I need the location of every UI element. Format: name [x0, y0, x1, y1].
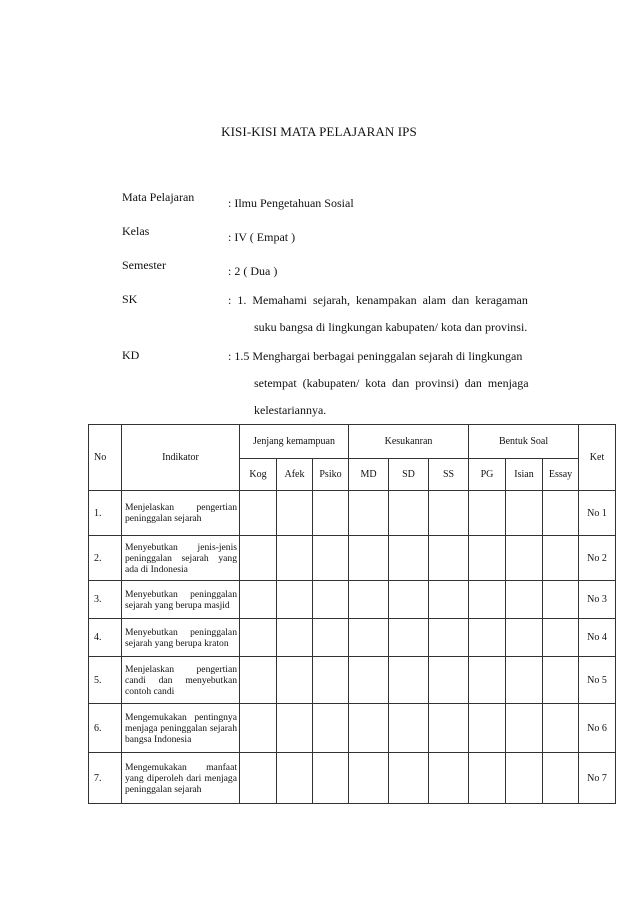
empty-cell [506, 619, 543, 657]
empty-cell [506, 536, 543, 581]
table-row [89, 704, 616, 753]
kisi-kisi-table [88, 424, 616, 804]
empty-cell [277, 753, 313, 804]
check-mark [240, 536, 277, 581]
info-label: Semester [122, 258, 166, 272]
check-mark [240, 753, 277, 804]
header-kesukanran: Kesukanran [349, 425, 469, 459]
empty-cell [313, 581, 349, 619]
header-sd: SD [389, 459, 429, 491]
empty-cell [429, 657, 469, 704]
empty-cell [469, 491, 506, 536]
header-pg: PG [469, 459, 506, 491]
empty-cell [349, 753, 389, 804]
table-row [89, 657, 616, 704]
empty-cell [389, 536, 429, 581]
row-number: 7. [89, 753, 122, 804]
row-indikator: Menyebutkan jenis-jenis peninggalan sejarah yang ada di Indonesia [122, 536, 240, 581]
info-value: : 1.5 Menghargai berbagai peninggalan sejarah di lingkungan setempat (kabupaten/ kota dan provinsi) dan menjaga kelestariannya. [228, 349, 529, 417]
table-row [89, 491, 616, 536]
row-indikator: Mengemukakan manfaat yang diperoleh dari menjaga peninggalan sejarah [122, 753, 240, 804]
empty-cell [429, 753, 469, 804]
row-ket: No 7 [579, 753, 616, 804]
row-ket: No 5 [579, 657, 616, 704]
empty-cell [349, 657, 389, 704]
empty-cell [349, 704, 389, 753]
empty-cell [389, 619, 429, 657]
empty-cell [429, 581, 469, 619]
check-mark [543, 619, 579, 657]
check-mark [543, 536, 579, 581]
empty-cell [469, 753, 506, 804]
header-kog: Kog [240, 459, 277, 491]
check-mark [240, 657, 277, 704]
info-label: SK [122, 292, 138, 306]
empty-cell [506, 753, 543, 804]
empty-cell [313, 491, 349, 536]
check-mark [240, 704, 277, 753]
row-indikator: Menjelaskan pengertian peninggalan sejarah [122, 491, 240, 536]
check-mark [240, 491, 277, 536]
empty-cell [277, 581, 313, 619]
header-essay: Essay [543, 459, 579, 491]
row-ket: No 1 [579, 491, 616, 536]
header-jenjang: Jenjang kemampuan [240, 425, 349, 459]
row-ket: No 2 [579, 536, 616, 581]
empty-cell [506, 704, 543, 753]
info-value: : 2 ( Dua ) [228, 264, 278, 278]
empty-cell [429, 536, 469, 581]
row-number: 3. [89, 581, 122, 619]
empty-cell [389, 657, 429, 704]
empty-cell [389, 581, 429, 619]
empty-cell [469, 536, 506, 581]
empty-cell [313, 536, 349, 581]
empty-cell [313, 704, 349, 753]
empty-cell [389, 753, 429, 804]
row-ket: No 4 [579, 619, 616, 657]
table-row [89, 536, 616, 581]
header-md: MD [349, 459, 389, 491]
check-mark [543, 753, 579, 804]
check-mark [543, 657, 579, 704]
empty-cell [506, 657, 543, 704]
empty-cell [277, 657, 313, 704]
page-title: KISI-KISI MATA PELAJARAN IPS [221, 124, 417, 139]
header-ket: Ket [579, 425, 616, 491]
row-number: 6. [89, 704, 122, 753]
empty-cell [429, 619, 469, 657]
header-ss: SS [429, 459, 469, 491]
row-number: 5. [89, 657, 122, 704]
empty-cell [389, 491, 429, 536]
row-indikator: Menyebutkan peninggalan sejarah yang berupa masjid [122, 581, 240, 619]
check-mark [240, 619, 277, 657]
empty-cell [469, 581, 506, 619]
table-row [89, 581, 616, 619]
header-indikator: Indikator [122, 425, 240, 491]
empty-cell [313, 619, 349, 657]
info-label: KD [122, 348, 140, 362]
empty-cell [313, 657, 349, 704]
empty-cell [349, 536, 389, 581]
empty-cell [277, 619, 313, 657]
header-psiko: Psiko [313, 459, 349, 491]
header-afek: Afek [277, 459, 313, 491]
header-no: No [89, 425, 122, 491]
empty-cell [389, 704, 429, 753]
check-mark [543, 704, 579, 753]
empty-cell [469, 704, 506, 753]
check-mark [543, 491, 579, 536]
table-row [89, 619, 616, 657]
info-value: : Ilmu Pengetahuan Sosial [228, 196, 354, 210]
check-mark [240, 581, 277, 619]
empty-cell [277, 491, 313, 536]
check-mark [543, 581, 579, 619]
info-value: : 1. Memahami sejarah, kenampakan alam dan keragaman suku bangsa di lingkungan kabupaten/ kota dan provinsi. [228, 293, 528, 334]
row-number: 4. [89, 619, 122, 657]
empty-cell [429, 491, 469, 536]
empty-cell [277, 704, 313, 753]
row-indikator: Menjelaskan pengertian candi dan menyebutkan contoh candi [122, 657, 240, 704]
row-number: 1. [89, 491, 122, 536]
row-ket: No 3 [579, 581, 616, 619]
header-isian: Isian [506, 459, 543, 491]
empty-cell [469, 657, 506, 704]
empty-cell [313, 753, 349, 804]
empty-cell [429, 704, 469, 753]
info-label: Kelas [122, 224, 150, 238]
info-label: Mata Pelajaran [122, 190, 195, 204]
empty-cell [469, 619, 506, 657]
table-row [89, 753, 616, 804]
empty-cell [349, 619, 389, 657]
empty-cell [506, 491, 543, 536]
empty-cell [277, 536, 313, 581]
row-number: 2. [89, 536, 122, 581]
empty-cell [349, 491, 389, 536]
info-value: : IV ( Empat ) [228, 230, 296, 244]
row-ket: No 6 [579, 704, 616, 753]
empty-cell [506, 581, 543, 619]
empty-cell [349, 581, 389, 619]
row-indikator: Mengemukakan pentingnya menjaga peninggalan sejarah bangsa Indonesia [122, 704, 240, 753]
row-indikator: Menyebutkan peninggalan sejarah yang berupa kraton [122, 619, 240, 657]
header-bentuk-soal: Bentuk Soal [469, 425, 579, 459]
